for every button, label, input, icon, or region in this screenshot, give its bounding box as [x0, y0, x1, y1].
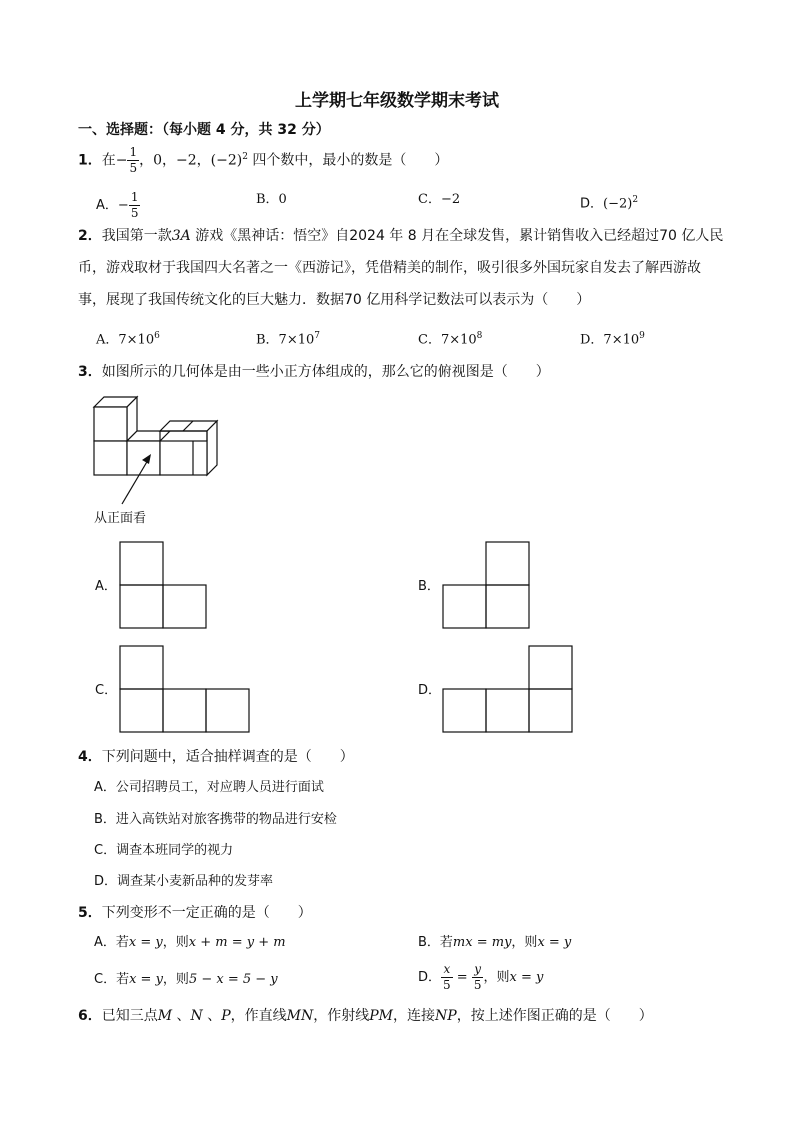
- q1-option-b: B．0: [256, 192, 287, 207]
- question-2-line-3: 事，展现了我国传统文化的巨大魅力．数据70 亿用科学记数法可以表示为（ ）: [78, 292, 591, 308]
- fraction: $\frac{1}{5}$: [129, 145, 138, 175]
- q1-option-c: C．−2: [418, 192, 461, 207]
- q4-option-d: D．调查某小麦新品种的发芽率: [94, 874, 274, 889]
- question-1: 1．在− $\frac{1}{5}$ ，0，−2，$(-2)^2$ 四个数中，最小的数是（ ）: [78, 145, 449, 175]
- q1-question: 四个数中，最小的数是（ ）: [247, 152, 449, 169]
- question-5: 5．下列变形不一定正确的是（ ）: [78, 905, 312, 921]
- q4-option-c: C．调查本班同学的视力: [94, 843, 234, 858]
- question-6: 6．已知三点M 、N 、P，作直线MN，作射线PM，连接NP，按上述作图正确的是（ ）: [78, 1008, 653, 1024]
- question-number: 1．: [78, 152, 102, 169]
- section-heading: 一、选择题：（每小题 4 分，共 32 分）: [78, 122, 330, 138]
- question-4: 4．下列问题中，适合抽样调查的是（ ）: [78, 749, 354, 765]
- exponent: 2: [242, 151, 248, 162]
- q2-option-d: D．$7\times 10^9$: [580, 331, 645, 348]
- q5-option-a: A．若x = y，则x + m = y + m: [94, 935, 286, 950]
- q5-option-c: C．若x = y，则5 − x = 5 − y: [94, 972, 278, 987]
- cube-solid-figure: [90, 394, 230, 506]
- q4-option-b: B．进入高铁站对旅客携带的物品进行安检: [94, 812, 337, 827]
- question-2-line-1: 2．我国第一款3A 游戏《黑神话：悟空》自2024 年 8 月在全球发售，累计销售收入已经超过70 亿人民: [78, 228, 724, 244]
- question-2-line-2: 币，游戏取材于我国四大名著之一《西游记》，凭借精美的制作，吸引很多外国玩家自发去了解西游故: [78, 260, 701, 276]
- q1-text: 在: [101, 152, 116, 169]
- q1-option-a: A．− $\frac{1}{5}$: [96, 190, 139, 220]
- power-base: (−2): [210, 152, 243, 169]
- q1-option-d: D．$(-2)^2$: [580, 195, 639, 212]
- page-title: 上学期七年级数学期末考试: [295, 91, 499, 111]
- q3-option-c-label: C．: [95, 683, 118, 698]
- q3-option-d-label: D．: [418, 683, 442, 698]
- q2-option-b: B．$7\times 10^7$: [256, 331, 320, 348]
- q3-option-a-label: A．: [95, 579, 117, 594]
- q4-option-a: A．公司招聘员工，对应聘人员进行面试: [94, 780, 324, 795]
- q5-option-d: D． $\frac{x}{5}$ = $\frac{y}{5}$ ，则x = y: [418, 962, 544, 992]
- q3-option-d-figure: [442, 645, 575, 735]
- q5-option-b: B．若mx = my，则x = y: [418, 935, 572, 950]
- front-view-label: 从正面看: [94, 511, 147, 526]
- q2-option-a: A．$7\times 10^6$: [96, 331, 160, 348]
- question-3: 3．如图所示的几何体是由一些小正方体组成的，那么它的俯视图是（ ）: [78, 364, 550, 380]
- q1-numbers: ，0，−2，: [139, 152, 211, 169]
- q3-option-c-figure: [119, 645, 252, 735]
- q2-option-c: C．$7\times 10^8$: [418, 331, 483, 348]
- q3-option-b-label: B．: [418, 579, 440, 594]
- q3-option-b-figure: [442, 541, 532, 631]
- q3-option-a-figure: [119, 541, 209, 631]
